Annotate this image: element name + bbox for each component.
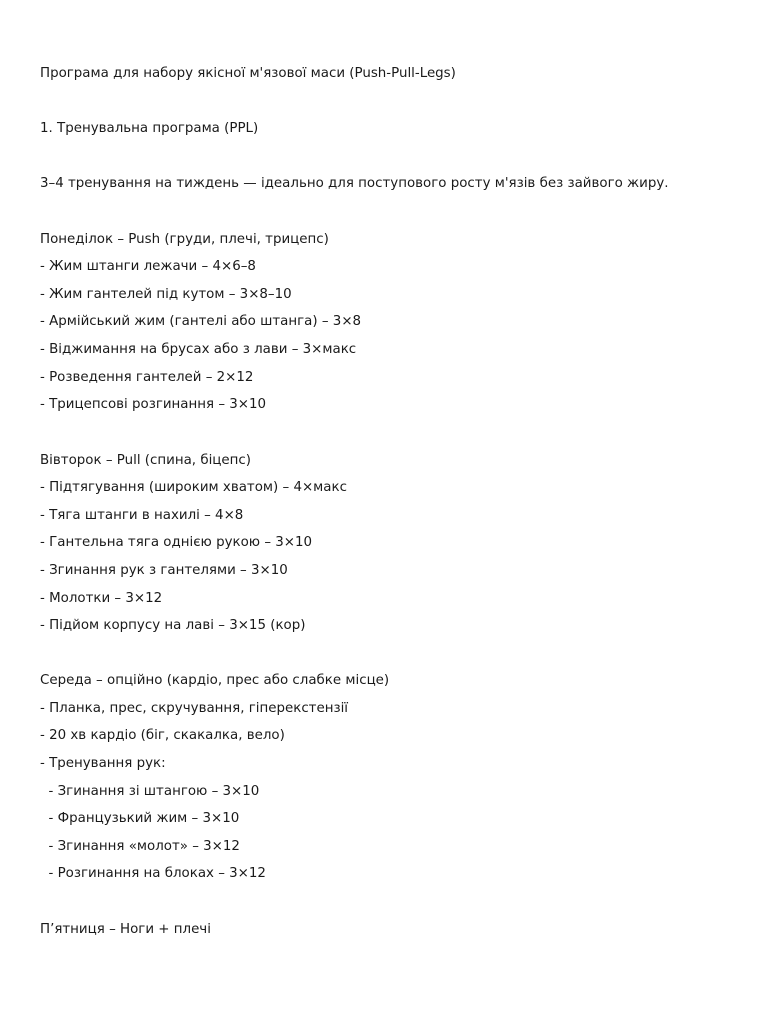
list-item: - Віджимання на брусах або з лави – 3×макс (40, 342, 357, 357)
list-item: - Згинання зі штангою – 3×10 (40, 784, 260, 799)
list-item: - Армійський жим (гантелі або штанга) – 3×8 (40, 314, 362, 329)
list-item: - Планка, прес, скручування, гіперекстензії (40, 701, 349, 716)
list-item: - Згинання рук з гантелями – 3×10 (40, 563, 288, 578)
list-item: - Тренування рук: (40, 756, 166, 771)
list-item: - Згинання «молот» – 3×12 (40, 839, 240, 854)
intro-text: 3–4 тренування на тиждень — ідеально для поступового росту м'язів без зайвого жиру. (40, 176, 669, 191)
day-heading-tuesday: Вівторок – Pull (спина, біцепс) (40, 453, 251, 468)
list-item: - Підтягування (широким хватом) – 4×макс (40, 480, 347, 495)
list-item: - Трицепсові розгинання – 3×10 (40, 397, 267, 412)
list-item: - Гантельна тяга однією рукою – 3×10 (40, 535, 313, 550)
list-item: - Жим штанги лежачи – 4×6–8 (40, 259, 256, 274)
list-item: - Молотки – 3×12 (40, 591, 163, 606)
day-heading-wednesday: Середа – опційно (кардіо, прес або слабке місце) (40, 673, 390, 688)
list-item: - Підйом корпусу на лаві – 3×15 (кор) (40, 618, 306, 633)
list-item: - Жим гантелей під кутом – 3×8–10 (40, 287, 292, 302)
list-item: - Французький жим – 3×10 (40, 811, 240, 826)
list-item: - 20 хв кардіо (біг, скакалка, вело) (40, 728, 285, 743)
list-item: - Тяга штанги в нахилі – 4×8 (40, 508, 244, 523)
section-heading: 1. Тренувальна програма (PPL) (40, 121, 259, 136)
day-heading-monday: Понеділок – Push (груди, плечі, трицепс) (40, 232, 329, 247)
day-heading-friday: П’ятниця – Ноги + плечі (40, 922, 211, 937)
list-item: - Розведення гантелей – 2×12 (40, 370, 254, 385)
document-title: Програма для набору якісної м'язової маси (Push-Pull-Legs) (40, 66, 456, 81)
list-item: - Розгинання на блоках – 3×12 (40, 866, 266, 881)
